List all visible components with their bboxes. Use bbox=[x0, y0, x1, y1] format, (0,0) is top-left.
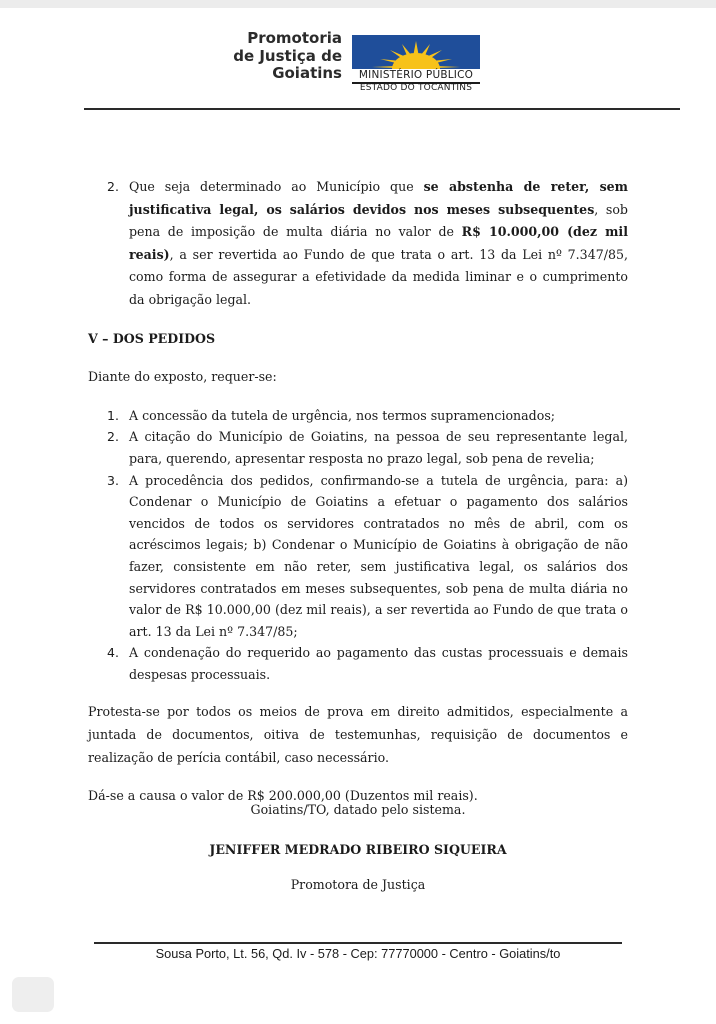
promotoria-name bbox=[142, 30, 342, 83]
requests-list bbox=[88, 405, 628, 686]
list-item bbox=[88, 176, 628, 312]
request-text: A concessão da tutela de urgência, nos termos supramencionados; bbox=[129, 407, 556, 423]
list-item bbox=[88, 642, 628, 685]
signer-role: Promotora de Justiça bbox=[290, 877, 426, 892]
item-text: , a ser revertida ao Fundo de que trata o art. 13 da Lei nº 7.347/85, como forma de assegurar a efetividade da medida liminar e o cumprimento da obrigação legal. bbox=[129, 246, 628, 307]
cause-value-paragraph: Dá-se a causa o valor de R$ 200.000,00 (Duzentos mil reais). bbox=[88, 788, 478, 804]
letterhead bbox=[0, 28, 716, 98]
logo-text-estado: ESTADO DO TOCANTINS bbox=[359, 83, 473, 93]
request-text: A procedência dos pedidos, confirmando-se a tutela de urgência, para: a) Condenar o Município de Goiatins a efetuar o pagamento dos salários vencidos de todos os servidores contratados no mês de abril, com os acréscimos legais; b) Condenar o Município de Goiatins à obrigação de não fazer, consistente em não reter, sem justificativa legal, os salários dos servidores contratados em meses subsequentes, sob pena de multa diária no valor de R$ 10.000,00 (dez mil reais), a ser revertida ao Fundo de que trata o art. 13 da Lei nº 7.347/85; bbox=[129, 472, 628, 639]
list-item bbox=[88, 470, 628, 643]
previous-request-list bbox=[88, 176, 628, 312]
item-bold-text: se abstenha de reter, sem justificativa legal, os salários devidos nos meses subsequentes bbox=[129, 179, 629, 217]
item-text: , sob pena de imposição de multa diária no valor de bbox=[129, 201, 628, 240]
signer-name: JENIFFER MEDRADO RIBEIRO SIQUEIRA bbox=[209, 842, 507, 857]
org-line-3: Goiatins bbox=[272, 64, 342, 82]
footer-address: Sousa Porto, Lt. 56, Qd. Iv - 578 - Cep: 77770000 - Centro - Goiatins/to bbox=[155, 946, 561, 961]
org-line-1: Promotoria bbox=[247, 29, 342, 47]
footer-divider bbox=[94, 942, 622, 944]
item-fine-amount: R$ 10.000,00 (dez mil reais) bbox=[129, 224, 628, 262]
top-strip bbox=[0, 0, 716, 8]
list-item bbox=[88, 405, 628, 427]
header-divider bbox=[84, 108, 680, 110]
floating-action-button[interactable] bbox=[12, 977, 54, 1012]
list-item bbox=[88, 426, 628, 469]
signature-city-date: Goiatins/TO, datado pelo sistema. bbox=[250, 802, 466, 817]
list-number: 1. bbox=[107, 407, 119, 423]
item-text: Que seja determinado ao Município que bbox=[129, 179, 424, 194]
section-title: V – DOS PEDIDOS bbox=[88, 330, 216, 346]
list-number: 2. bbox=[107, 429, 119, 445]
ministerio-publico-logo bbox=[352, 35, 480, 97]
org-line-2: de Justiça de bbox=[233, 46, 342, 65]
list-number: 3. bbox=[107, 472, 119, 488]
sun-logo-icon bbox=[352, 35, 480, 69]
intro-paragraph: Diante do exposto, requer-se: bbox=[88, 369, 277, 385]
request-text: A citação do Município de Goiatins, na pessoa de seu representante legal, para, querendo, apresentar resposta no prazo legal, sob pena de revelia; bbox=[129, 429, 628, 466]
protest-paragraph: Protesta-se por todos os meios de prova em direito admitidos, especialmente a juntada de documentos, oitiva de testemunhas, requisição de documentos e realização de perícia contábil, caso necessário. bbox=[88, 704, 628, 765]
list-number: 2. bbox=[107, 179, 119, 194]
logo-text-ministerio: MINISTÉRIO PÚBLICO bbox=[358, 69, 474, 81]
list-number: 4. bbox=[107, 645, 119, 661]
document-body bbox=[88, 176, 628, 824]
request-text: A condenação do requerido ao pagamento das custas processuais e demais despesas processuais. bbox=[129, 645, 628, 682]
